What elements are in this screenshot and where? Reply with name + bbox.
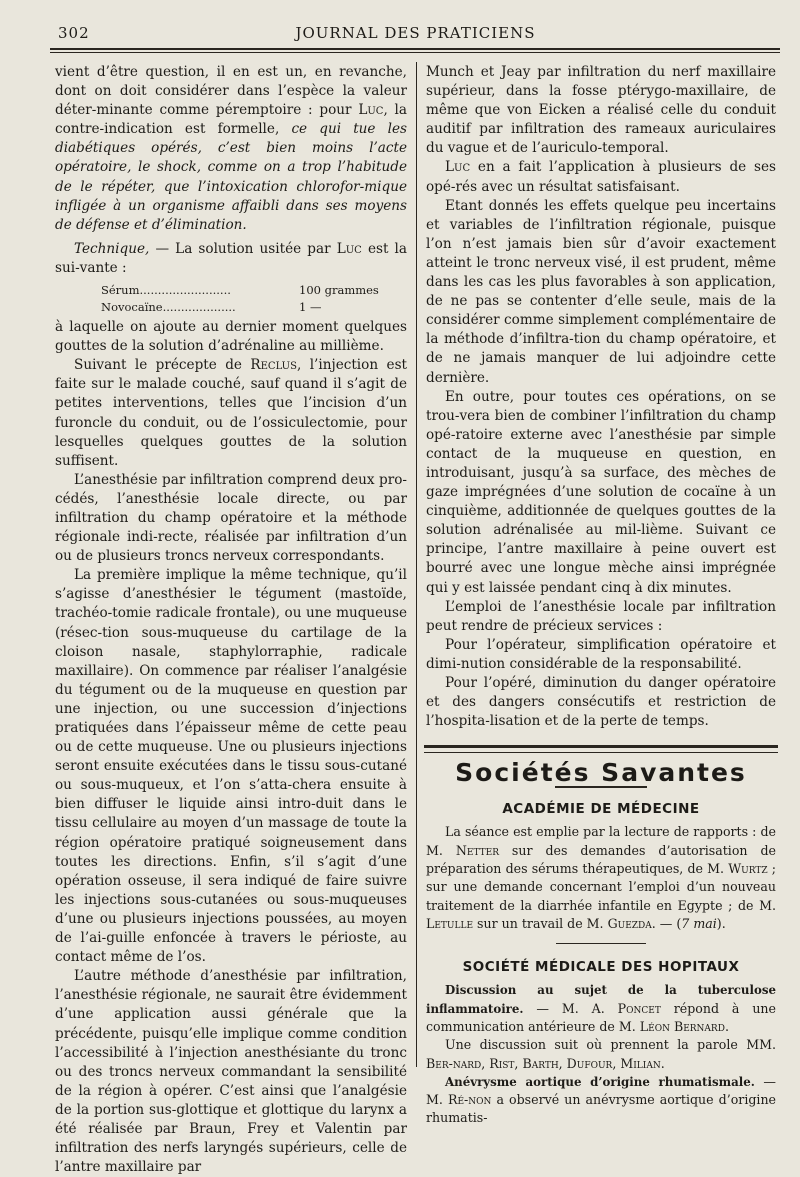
recipe-line: Novocaïne.................... 1 —	[101, 300, 322, 315]
paragraph-etant-donnes: Etant donnés les effets quelque peu incertains et variables de l’infiltration régionale, puisque l’on n’est jamais bien sûr d’avoir exactement atteint le tronc nerveux visé, il est prudent, même dans les cas les plus favorables à son application, de ne pas se contenter d’elle seule, mais de la considérer comme simplement complémentaire de la méthode d’infiltra-tion du champ opératoire, et de ne jamais manquer de lui adjoindre cette dernière.	[426, 197, 776, 386]
paragraph-autre-methode: L’autre méthode d’anesthésie par infiltration, l’anesthésie régionale, ne saurait être évidemment d’une application aussi générale que la précédente, puisqu’elle implique comme condition l’accessibilité à l’injection anesthésiante du tronc ou des troncs nerveux commandant la sensibilité de la région à opérer. C’est ainsi que l’analgésie de la portion sus-glottique et glottique du larynx a été réalisée par Braun, Frey et Valentin par infiltration des nerfs laryngés supérieurs, celle de l’antre maxillaire par	[55, 968, 407, 1176]
left-column	[55, 63, 407, 1177]
paragraph-operateur: Pour l’opérateur, simplification opératoire et dimi-nution considérable de la responsabilité.	[426, 636, 776, 672]
subsection-rule	[556, 943, 646, 944]
societe-discussion: Discussion au sujet de la tuberculose inflammatoire. — M. A. Poncet répond à une communication antérieure de M. Léon Bernard.	[426, 983, 777, 1034]
paragraph-reclus: Suivant le précepte de Reclus, l’injection est faite sur le malade couché, sauf quand il s’agit de petites interventions, telles que l’incision d’un furoncle du conduit, ou de l’ossiculectomie, pour lesquelles quelques gouttes de la solution suffisent.	[55, 357, 408, 469]
paragraph-en-outre: En outre, pour toutes ces opérations, on se trou-vera bien de combiner l’infiltration du champ opé-ratoire externe avec l’anesthésie par simple contact de la muqueuse en question, en introduisant, jusqu’à sa surface, des mèches de gaze imprégnées d’une solution de cocaïne à un cinquième, additionnée de quelques gouttes de la solution adrénalisée au mil-lième. Suivant ce principe, l’antre maxillaire à peine ouvert est bourré avec une longue mèche ainsi imprégnée qui y est laissée pendant cinq à dix minutes.	[426, 388, 776, 596]
right-column	[426, 63, 776, 1128]
header-rule	[50, 48, 780, 50]
societe-heading: SOCIÉTÉ MÉDICALE DES HOPITAUX	[462, 959, 740, 976]
paragraph-adrenaline: à laquelle on ajoute au dernier moment quelques gouttes de la solution d’adrénaline au millième.	[55, 319, 407, 355]
recipe-line: Sérum......................... 100 grammes	[101, 283, 379, 298]
paragraph-infiltration: L’anesthésie par infiltration comprend deux pro-cédés, l’anesthésie locale directe, ou par infiltration du champ opératoire et la méthode régionale indi-recte, réalisée par infiltration d’un ou de plusieurs troncs nerveux correspondants.	[55, 471, 407, 565]
paragraph-emploi: L’emploi de l’anesthésie locale par infiltration peut rendre de précieux services :	[426, 598, 776, 634]
academie-report: La séance est emplie par la lecture de rapports : de M. Netter sur des demandes d’autorisation de préparation des sérums thérapeutiques, de M. Wurtz ; sur une demande concernant l’emploi d’un nouveau traitement de la diarrhée infantile en Egypte ; de M. Letulle sur un travail de M. Guezda. — (7 mai).	[426, 824, 776, 931]
paragraph-premiere-methode: La première implique la même technique, qu’il s’agisse d’anesthésier le tégument (mastoïde, trachéo-tomie radicale frontale), ou une muqueuse (résec-tion sous-muqueuse du cartilage de la cloison nasale, staphylorraphie, radicale maxillaire). On commence par réaliser l’analgésie du tégument ou de la muqueuse en question par une injection, ou une succession d’injections pratiquées dans l’épaisseur même de cette peau ou de cette muqueuse. Une ou plusieurs injections seront ensuite exécutées dans le tissu sous-cutané ou sous-muqueux, et l’on s’atta-chera ensuite à bien diffuser le liquide ainsi intro-duit dans le tissu cellulaire au moyen d’un massage de toute la région opératoire pratiqué soigneusement dans toutes les directions. Enfin, s’il s’agit d’une opération osseuse, il sera indiqué de faire suivre les injections sous-cutanées ou sous-muqueuses d’une ou plusieurs injections poussées, au moyen de l’ai-guille enfoncée à travers le périoste, au contact même de l’os.	[55, 567, 407, 966]
header-rule-thin	[50, 52, 780, 53]
column-divider	[416, 62, 417, 1067]
paragraph-munch: Munch et Jeay par infiltration du nerf maxillaire supérieur, dans la fosse ptérygo-maxillaire, de même que von Eicken a réalisé celle du conduit auditif par infiltration des rameaux auriculaires du vague et de l’auriculo-temporal.	[426, 64, 776, 157]
societe-anevrysme: Anévrysme aortique d’origine rhumatismale. — M. Ré-non a observé un anévrysme aortique d’origine rhumatis-	[426, 1073, 777, 1126]
page-number: 302	[58, 24, 90, 42]
journal-title: JOURNAL DES PRATICIENS	[295, 24, 536, 42]
paragraph-technique: Technique, — La solution usitée par Luc est la sui-vante :	[55, 240, 407, 276]
section-title: Sociétés Savantes	[455, 758, 747, 788]
paragraph-contraindication: vient d’être question, il en est un, en revanche, dont on doit considérer dans l’espèce la valeur déter-minante comme péremptoire : pour Luc, la contre-indication est formelle, ce qui tue les diabétiques opérés, c’est bien moins l’acte opératoire, le shock, comme on a trop l’habitude de le répéter, que l’intoxication chlorofor-mique infligée à un organisme affaibli dans ses moyens de défense et d’élimination.	[55, 64, 407, 233]
societe-discussion-suite: Une discussion suit où prennent la parole MM. Ber-nard, Rist, Barth, Dufour, Milian.	[426, 1037, 776, 1071]
recipe-list	[101, 282, 407, 316]
section-rule	[424, 745, 778, 753]
paragraph-luc: Luc en a fait l’application à plusieurs de ses opé-rés avec un résultat satisfaisant.	[426, 159, 776, 195]
academie-heading: ACADÉMIE DE MÉDECINE	[502, 801, 700, 818]
running-header	[58, 24, 773, 46]
paragraph-opere: Pour l’opéré, diminution du danger opératoire et des dangers consécutifs et restriction de l’hospita-lisation et de la perte de temps.	[426, 675, 776, 730]
